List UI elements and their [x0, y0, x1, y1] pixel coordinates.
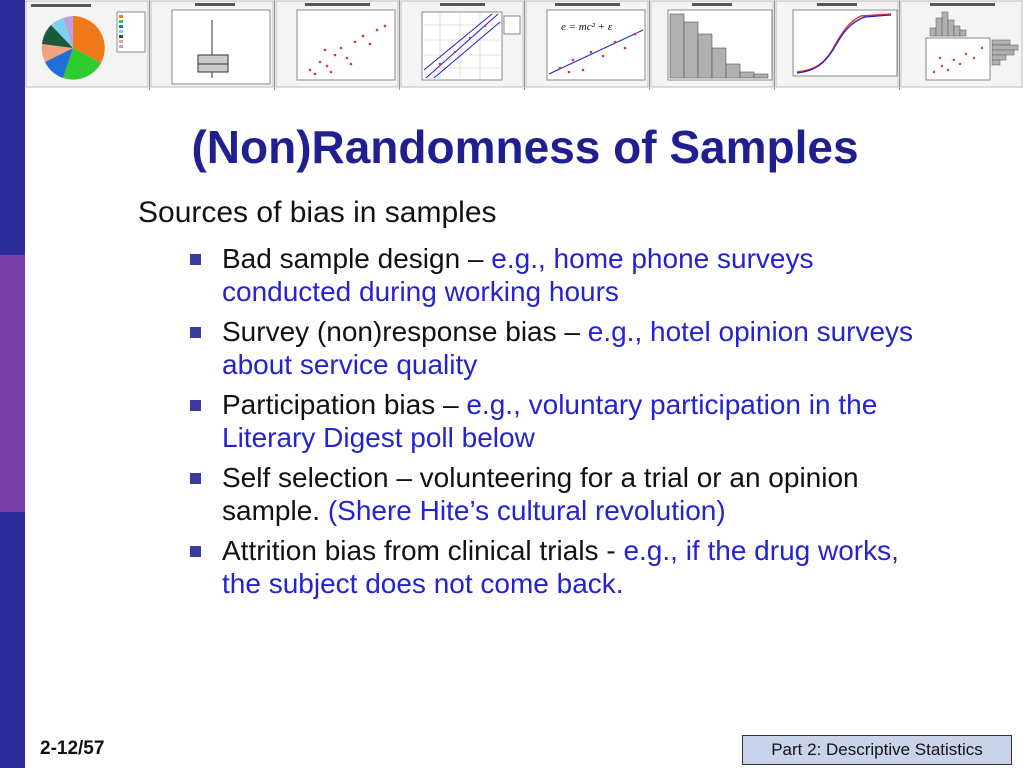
list-item — [190, 461, 922, 527]
intro-text: Sources of bias in samples — [138, 196, 497, 229]
bullet-square-icon — [190, 473, 201, 484]
bullet-text: Survey (non)response bias – — [222, 316, 588, 347]
sidebar-blue-bottom — [0, 512, 25, 768]
list-item — [190, 315, 922, 381]
bullet-list — [190, 242, 950, 607]
bullet-example-text: (Shere Hite’s cultural revolution) — [327, 495, 726, 526]
bullet-square-icon — [190, 254, 201, 265]
footer-section-label: Part 2: Descriptive Statistics — [742, 735, 1012, 765]
thumbnail-histogram — [650, 0, 775, 90]
bullet-example-text: e.g., hotel opinion surveys about service quality — [222, 316, 914, 380]
bullet-square-icon — [190, 400, 201, 411]
thumbnail-box-plot — [150, 0, 275, 90]
thumbnail-marginal-plot — [900, 0, 1024, 90]
thumbnail-scatterplot — [275, 0, 400, 90]
bullet-text: Attrition bias from clinical trials - — [222, 535, 624, 566]
bullet-text: Self selection – volunteering for a trial or an opinion sample. — [222, 462, 859, 526]
left-color-bar — [0, 0, 25, 768]
bullet-example-text: e.g., voluntary participation in the Literary Digest poll below — [222, 389, 878, 453]
thumbnail-empirical-cdf — [775, 0, 900, 90]
thumbnail-probability-plot — [400, 0, 525, 90]
chart-thumbnail-strip — [25, 0, 1024, 90]
thumbnail-pie-chart — [25, 0, 150, 90]
page-number: 2-12/57 — [40, 738, 105, 759]
slide-title: (Non)Randomness of Samples — [191, 121, 859, 173]
bullet-square-icon — [190, 546, 201, 557]
sidebar-blue-top — [0, 0, 25, 255]
list-item — [190, 534, 922, 600]
bullet-example-text: e.g., if the drug works, the subject does not come back. — [222, 535, 899, 599]
bullet-text: Bad sample design – — [222, 243, 492, 274]
bullet-text: Participation bias – — [222, 389, 467, 420]
bullet-example-text: e.g., home phone surveys conducted during working hours — [222, 243, 814, 307]
bullet-square-icon — [190, 327, 201, 338]
list-item — [190, 388, 922, 454]
equation-label: e = mc² + ε — [561, 21, 613, 33]
thumbnail-regression-scatter — [525, 0, 650, 90]
list-item — [190, 242, 922, 308]
sidebar-purple-middle — [0, 255, 25, 512]
